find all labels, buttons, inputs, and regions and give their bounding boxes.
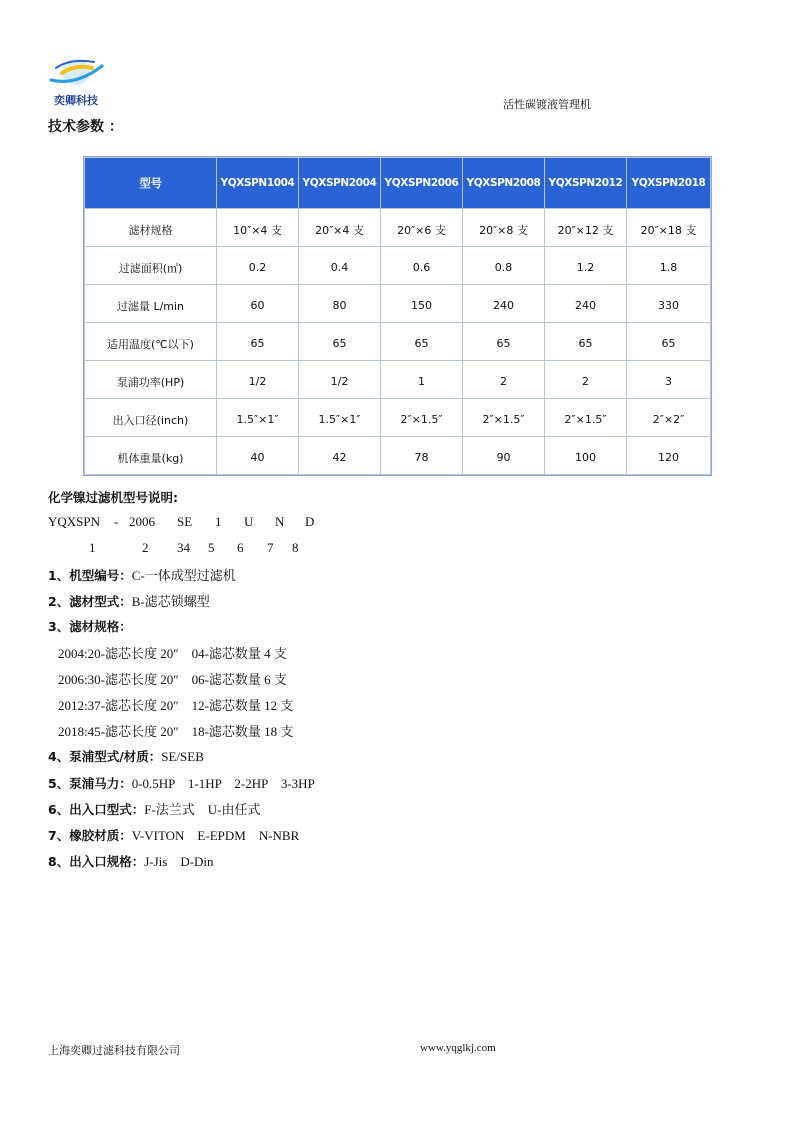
model-part: YQXSPN: [48, 514, 101, 529]
table-cell: 65: [381, 323, 463, 361]
table-cell: 2″×1.5″: [463, 399, 545, 437]
table-cell: 20″×4 支: [299, 209, 381, 247]
note-item: [48, 591, 210, 610]
table-cell: 65: [299, 323, 381, 361]
table-cell: 2″×1.5″: [545, 399, 627, 437]
note-item-text: 0-0.5HP 1-1HP 2-2HP 3-3HP: [131, 776, 315, 791]
table-cell: 2: [545, 361, 627, 399]
model-part: -: [114, 514, 119, 529]
column-header: 型号: [85, 158, 217, 209]
table-cell: 0.8: [463, 247, 545, 285]
row-label: 机体重量(kg): [85, 437, 217, 475]
table-cell: 20″×8 支: [463, 209, 545, 247]
note-item-text: C-一体成型过滤机: [131, 568, 236, 583]
model-digit: 7: [267, 540, 274, 555]
section-heading: 技术参数 ：: [48, 119, 123, 135]
note-item-text: J-Jis D-Din: [144, 854, 214, 869]
note-item-label: 8、出入口规格：: [48, 854, 145, 869]
table-cell: 90: [463, 437, 545, 475]
table-row: [85, 323, 711, 361]
document-title: 活性碳镀液管理机: [503, 98, 591, 111]
table-cell: 0.6: [381, 247, 463, 285]
note-item: [48, 617, 132, 635]
note-item: [48, 799, 260, 818]
model-part: SE: [177, 514, 193, 529]
table-cell: 3: [627, 361, 711, 399]
table-cell: 60: [217, 285, 299, 323]
table-cell: 80: [299, 285, 381, 323]
table-cell: 240: [463, 285, 545, 323]
table-cell: 2: [463, 361, 545, 399]
note-item-label: 5、泵浦马力：: [48, 776, 132, 791]
model-part: 2006: [129, 514, 155, 529]
model-digit: 6: [237, 540, 244, 555]
table-cell: 1.5″×1″: [299, 399, 381, 437]
row-label: 泵浦功率(HP): [85, 361, 217, 399]
note-item-text: V-VITON E-EPDM N-NBR: [131, 828, 300, 843]
table-cell: 150: [381, 285, 463, 323]
company-logo: [48, 56, 106, 108]
note-item: [48, 747, 204, 765]
note-item-label: 2、滤材型式：: [48, 594, 132, 609]
footer-company: 上海奕卿过滤科技有限公司: [48, 1044, 180, 1057]
table-cell: 1.8: [627, 247, 711, 285]
column-header: YQXSPN2004: [299, 158, 381, 209]
note-item-label: 3、滤材规格：: [48, 619, 132, 634]
table-cell: 0.2: [217, 247, 299, 285]
table-row: [85, 247, 711, 285]
row-label: 出入口径(inch): [85, 399, 217, 437]
note-item-label: 1、机型编号：: [48, 568, 132, 583]
spec-line: 2006:30-滤芯长度 20″ 06-滤芯数量 6 支: [58, 672, 287, 687]
table-cell: 240: [545, 285, 627, 323]
note-item-text: F-法兰式 U-由任式: [144, 802, 261, 817]
globe-logo-icon: [48, 56, 106, 96]
table-cell: 78: [381, 437, 463, 475]
table-cell: 20″×6 支: [381, 209, 463, 247]
model-part: D: [305, 514, 315, 529]
row-label: 过滤面积(㎡): [85, 247, 217, 285]
table-cell: 65: [627, 323, 711, 361]
table-cell: 1.5″×1″: [217, 399, 299, 437]
table-cell: 120: [627, 437, 711, 475]
note-item: [48, 825, 299, 844]
model-part: U: [244, 514, 254, 529]
table-cell: 1: [381, 361, 463, 399]
table-cell: 42: [299, 437, 381, 475]
row-label: 过滤量 L/min: [85, 285, 217, 323]
table-cell: 1/2: [299, 361, 381, 399]
table-cell: 100: [545, 437, 627, 475]
spec-line: 2018:45-滤芯长度 20″ 18-滤芯数量 18 支: [58, 724, 294, 739]
table-cell: 20″×12 支: [545, 209, 627, 247]
table-row: [85, 285, 711, 323]
table-cell: 2″×2″: [627, 399, 711, 437]
table-cell: 330: [627, 285, 711, 323]
table-cell: 1.2: [545, 247, 627, 285]
model-digit: 8: [292, 540, 299, 555]
model-digit: 1: [89, 540, 96, 555]
table-cell: 65: [217, 323, 299, 361]
table-cell: 2″×1.5″: [381, 399, 463, 437]
spec-line: 2004:20-滤芯长度 20″ 04-滤芯数量 4 支: [58, 646, 287, 661]
note-item-text: B-滤芯锁螺型: [131, 594, 210, 609]
column-header: YQXSPN2006: [381, 158, 463, 209]
model-digit: 2: [142, 540, 149, 555]
spec-line: 2012:37-滤芯长度 20″ 12-滤芯数量 12 支: [58, 698, 294, 713]
row-label: 滤材规格: [85, 209, 217, 247]
table-row: [85, 361, 711, 399]
footer-website: www.yqglkj.com: [420, 1042, 496, 1054]
table-header-row: [85, 158, 711, 209]
column-header: YQXSPN2018: [627, 158, 711, 209]
column-header: YQXSPN2012: [545, 158, 627, 209]
table-cell: 65: [545, 323, 627, 361]
table-row: [85, 209, 711, 247]
model-digit: 34: [177, 540, 190, 555]
table-row: [85, 437, 711, 475]
note-item: [48, 565, 236, 584]
model-part: N: [275, 514, 285, 529]
logo-text: 奕卿科技: [54, 94, 98, 107]
table-cell: 1/2: [217, 361, 299, 399]
table-cell: 10″×4 支: [217, 209, 299, 247]
note-item-text: SE/SEB: [161, 749, 204, 764]
model-note-title: 化学镍过滤机型号说明:: [48, 490, 178, 505]
note-item-label: 6、出入口型式：: [48, 802, 145, 817]
model-digit: 5: [208, 540, 215, 555]
spec-table: [84, 157, 711, 475]
model-part: 1: [215, 514, 222, 529]
table-cell: 0.4: [299, 247, 381, 285]
row-label: 适用温度(℃以下): [85, 323, 217, 361]
table-cell: 65: [463, 323, 545, 361]
note-item-label: 4、泵浦型式/材质：: [48, 749, 162, 764]
table-cell: 20″×18 支: [627, 209, 711, 247]
note-item-label: 7、橡胶材质：: [48, 828, 132, 843]
table-row: [85, 399, 711, 437]
column-header: YQXSPN1004: [217, 158, 299, 209]
note-item: [48, 851, 214, 870]
table-cell: 40: [217, 437, 299, 475]
note-item: [48, 773, 315, 792]
column-header: YQXSPN2008: [463, 158, 545, 209]
